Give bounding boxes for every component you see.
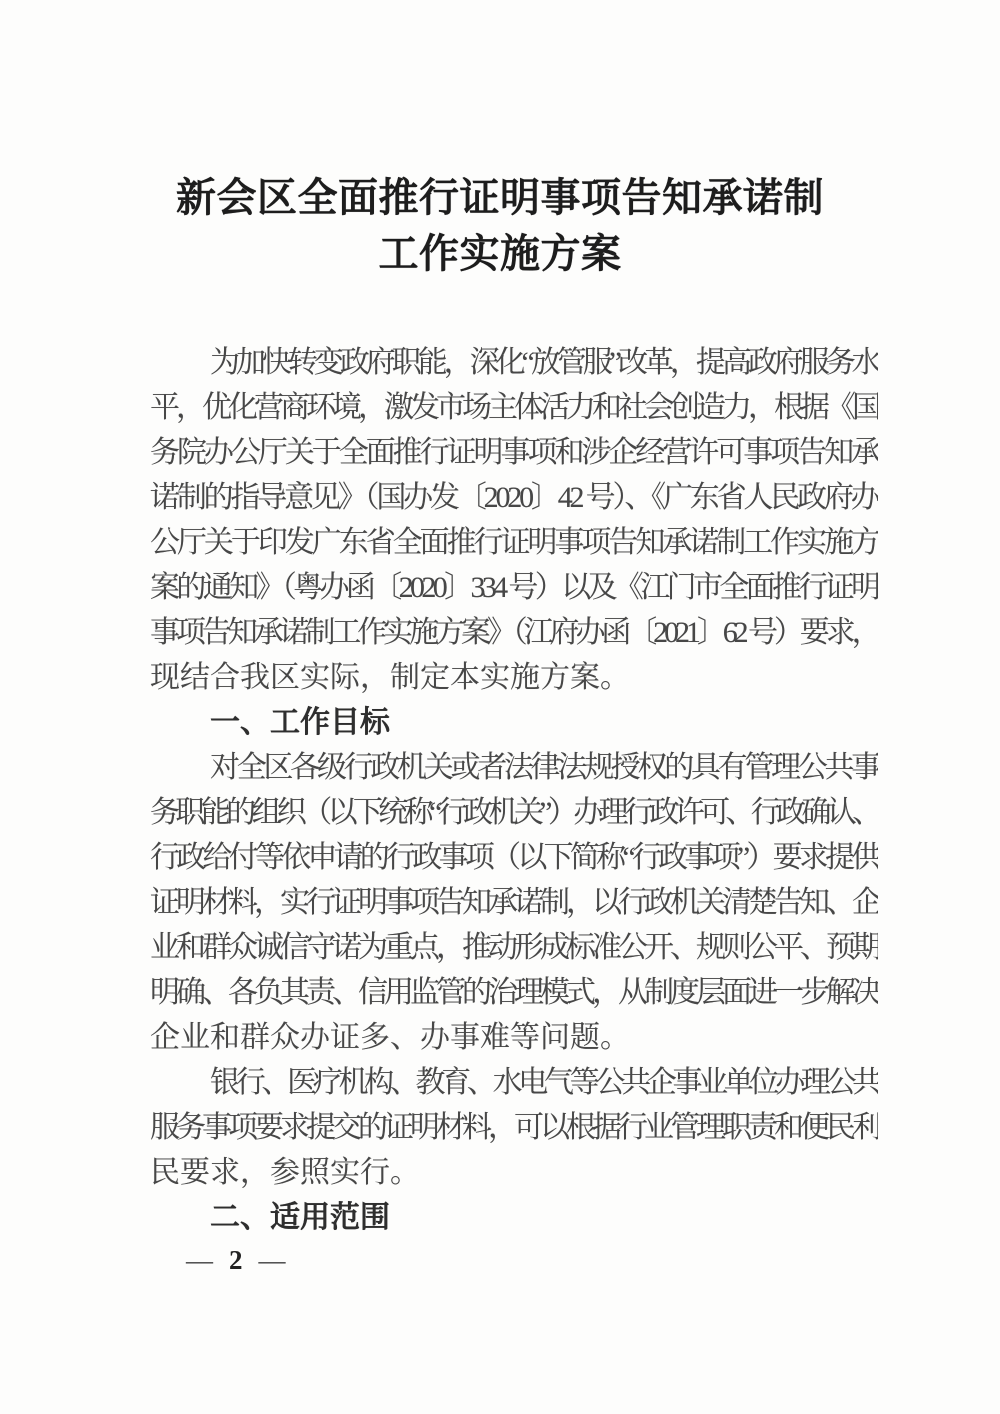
text-line: 务职能的组织（以下统称“行政机关”）办理行政许可、行政确认、 — [150, 796, 878, 829]
page-footer — [186, 1240, 286, 1280]
text-line: 事项告知承诺制工作实施方案》（江府办函〔2021〕62 号）要求， — [150, 616, 878, 649]
page-number: 2 — [229, 1245, 243, 1275]
text-line: 对全区各级行政机关或者法律法规授权的具有管理公共事 — [210, 751, 878, 784]
text-line: 银行、医疗机构、教育、水电气等公共企事业单位办理公共 — [210, 1066, 878, 1099]
footer-dash-right: — — [258, 1245, 286, 1275]
text-line: 为加快转变政府职能，深化“放管服”改革，提高政府服务水 — [210, 346, 878, 379]
paragraph — [150, 1060, 878, 1195]
document-title — [0, 170, 1000, 282]
text-line: 行政给付等依申请的行政事项（以下简称“行政事项”）要求提供 — [150, 841, 878, 874]
section-heading: 一、工作目标 — [210, 706, 390, 739]
paragraph — [150, 745, 878, 1060]
text-line: 平，优化营商环境，激发市场主体活力和社会创造力，根据《国 — [150, 391, 878, 424]
text-line: 企业和群众办证多、办事难等问题。 — [150, 1021, 630, 1054]
footer-dash-left: — — [186, 1245, 213, 1275]
document-body — [150, 340, 878, 1240]
section-heading: 二、适用范围 — [210, 1201, 390, 1234]
text-line: 服务事项要求提交的证明材料，可以根据行业管理职责和便民利 — [150, 1111, 878, 1144]
text-line: 诺制的指导意见》（国办发〔2020〕42 号）、《广东省人民政府办 — [150, 481, 878, 514]
title-line-2: 工作实施方案 — [378, 231, 622, 276]
text-line: 证明材料，实行证明事项告知承诺制，以行政机关清楚告知、企 — [150, 886, 878, 919]
text-line: 现结合我区实际，制定本实施方案。 — [150, 661, 630, 694]
text-line: 务院办公厅关于全面推行证明事项和涉企经营许可事项告知承 — [150, 436, 878, 469]
paragraph — [150, 340, 878, 700]
text-line: 民要求，参照实行。 — [150, 1156, 420, 1189]
text-line: 公厅关于印发广东省全面推行证明事项告知承诺制工作实施方 — [150, 526, 878, 559]
text-line: 案的通知》（粤办函〔2020〕334 号）以及《江门市全面推行证明 — [150, 571, 878, 604]
title-line-1: 新会区全面推行证明事项告知承诺制 — [176, 175, 824, 220]
text-line: 明确、各负其责、信用监管的治理模式，从制度层面进一步解决 — [150, 976, 878, 1009]
text-line: 业和群众诚信守诺为重点，推动形成标准公开、规则公平、预期 — [150, 931, 878, 964]
